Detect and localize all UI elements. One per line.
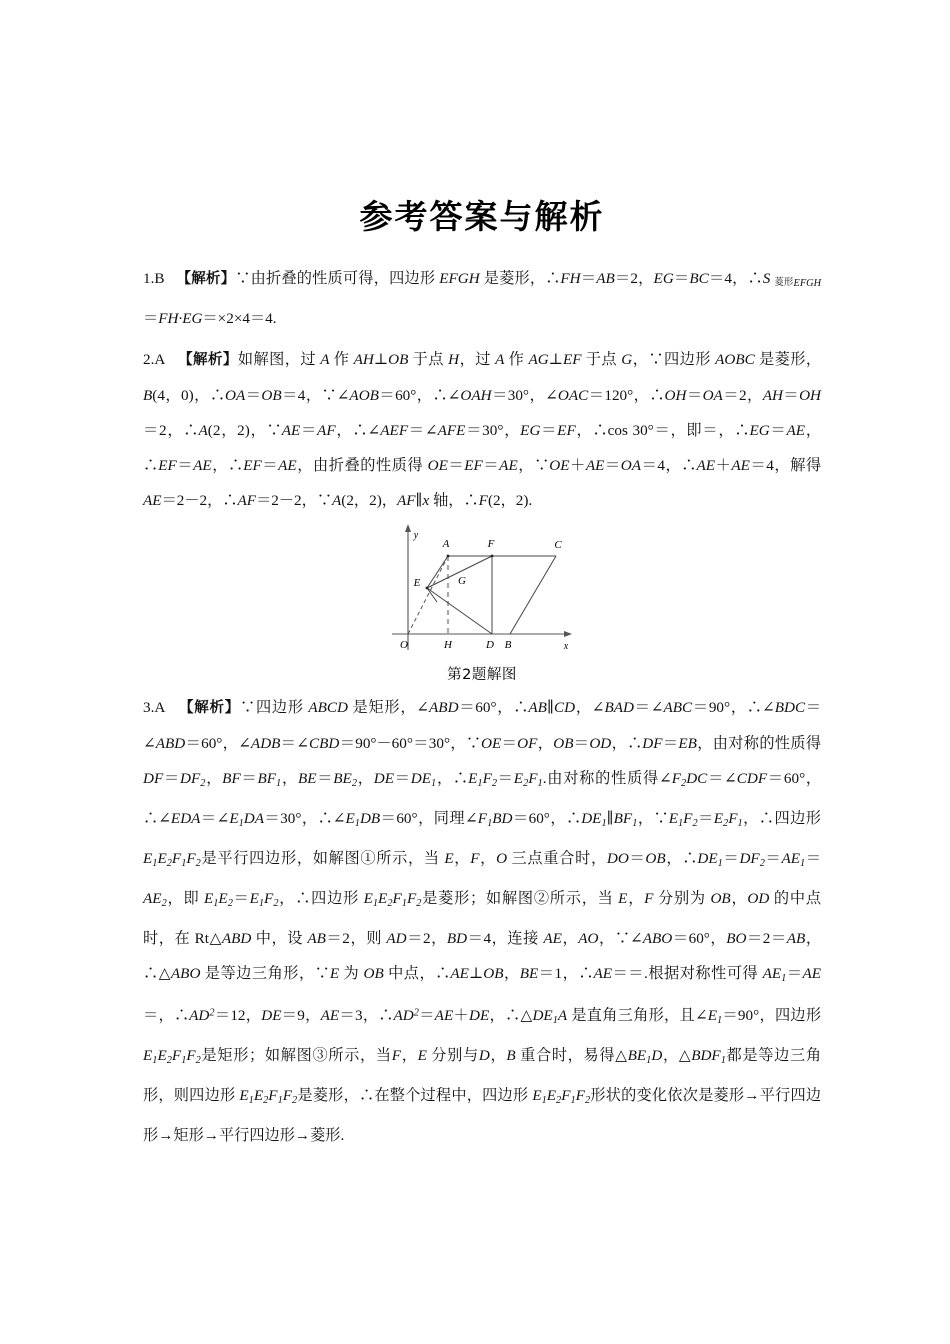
answer-body-2: 如解图，过 A 作 AH⊥OB 于点 H，过 A 作 AG⊥EF 于点 G，∵四边形 AOBC 是菱形，B(4，0)，∴OA＝OB＝4，∵∠AOB＝60°，∴∠OAH＝30°，∠OAC＝120°，∴OH＝OA＝2，AH＝OH＝2，∴A(2，2)，∵AE＝AF，∴∠AEF＝∠AFE＝30°，EG＝EF，∴cos 30°＝，即＝，∴EG＝AE，∴EF＝AE，∴EF＝AE，由折叠的性质得 OE＝EF＝AE，∵OE＋AE＝OA＝4，∴AE＋AE＝4，解得 AE＝2－2，∴AF＝2－2，∵A(2，2)，AF∥x 轴，∴F(2，2). [143,351,822,510]
label-e: E [413,577,421,590]
point-e [426,587,429,590]
answer-number-1: 1. [143,270,155,288]
label-a: A [442,538,450,551]
figure-block-question-2 [143,522,821,684]
answer-item-1 [143,261,821,336]
label-d: D [486,639,494,652]
y-axis-arrow [405,524,411,532]
figure-caption: 第2题解图 [447,667,517,684]
point-f [491,555,494,558]
answer-number-3: 3. [143,699,155,717]
segment-bc [510,556,556,634]
x-axis-arrow [564,631,572,637]
answer-number-2: 2. [143,351,155,369]
answer-item-2 [143,342,821,518]
figure-canvas [382,522,582,657]
label-o: O [400,639,408,652]
label-g: G [458,575,466,588]
segment-ed [427,588,492,634]
label-h: H [444,639,452,652]
analysis-tag-1: 【解析】 [176,271,236,288]
answer-choice-1: B [154,270,165,288]
page-title: 参考答案与解析 [359,197,605,236]
geometry-diagram [382,522,582,657]
page-content [143,0,821,1153]
dashed-segment-oa [408,556,448,634]
answer-choice-2: A [154,351,166,369]
analysis-tag-2: 【解析】 [178,352,238,369]
label-b: B [504,639,512,652]
point-a [447,555,450,558]
answer-choice-3: A [154,699,166,717]
label-x-axis: x [563,641,569,653]
answer-body-3: ∵四边形 ABCD 是矩形，∠ABD＝60°，∴AB∥CD，∠BAD＝∠ABC＝90°，∴∠BDC＝∠ABD＝60°，∠ADB＝∠CBD＝90°－60°＝30°，∵OE＝OF，OB＝OD，∴DF＝EB，由对称的性质得 $DF=DF_2$，$BF=BF_1$，$BE=BE_2$，$DE=DE_1$，$\therefore E_1F_2=E_2F_1$.由对称的性质得$\angle F_2DC=\angle CDF=60^\circ$，$\therefore\angle EDA=\angle E_1DA=30^\circ$，$\therefore\angle E_1DB=60^\circ$，同理$\angle F_1BD=60^\circ$，$\therefore DE_1\parallel BF_1$，$\because E_1F_2=E_2F_1$，∴四边形 $E_1E_2F_1F_2$是平行四边形，如解图①所示，当 E，F，O 三点重合时，DO＝OB，$\therefore DE_1=DF_2=AE_1=AE_2$，即 $E_1E_2=E_1F_2$，∴四边形 $E_1E_2F_1F_2$是菱形；如解图②所示，当 E，F 分别为 OB，OD 的中点时，在 Rt△ABD 中，设 AB＝2，则 AD＝2，BD＝4，连接 AE，AO，∵∠ABO＝60°，BO＝2＝AB，∴△ABO 是等边三角形，∵E 为 OB 中点，∴AE⊥OB，BE＝1，∴AE＝＝.根据对称性可得 $AE_1=AE=$，$\therefore AD^2=12$，DE＝9，AE＝3，$\therefore AD^2=AE+DE$，$\therefore\triangle DE_1A$ 是直角三角形，且$\angle E_1=90^\circ$，四边形 $E_1E_2F_1F_2$是矩形；如解图③所示，当F，E 分别与D，B 重合时，易得$\triangle BE_1D$，$\triangle BDF_1$都是等边三角形，则四边形 $E_1E_2F_1F_2$是菱形，∴在整个过程中，四边形 $E_1E_2F_1F_2$形状的变化依次是菱形→平行四边形→矩形→平行四边形→菱形. [143,699,822,1144]
answer-item-3 [143,690,821,1153]
label-c: C [554,539,562,552]
answer-body-1: ∵由折叠的性质可得，四边形 EFGH 是菱形，∴FH＝AB＝2，EG＝BC＝4，∴S 菱形$_{EFGH}$＝FH·EG＝×2×4＝4. [143,270,822,328]
label-y-axis: y [413,530,419,542]
label-f: F [487,538,495,551]
analysis-tag-3: 【解析】 [179,700,241,717]
